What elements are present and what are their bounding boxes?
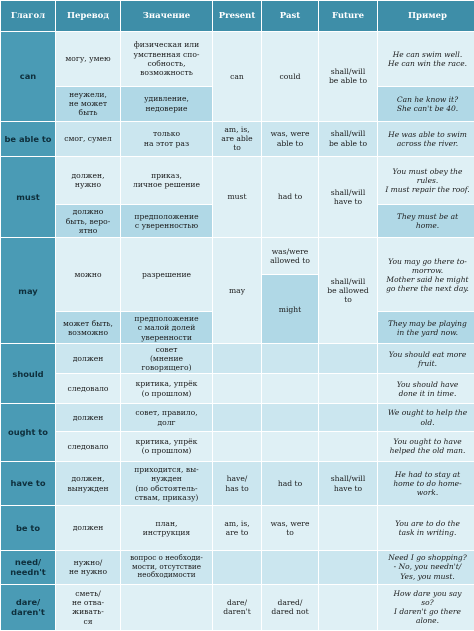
- table-row: [1, 32, 474, 86]
- translation-cell: сметь/ не отва- живать- ся: [56, 585, 120, 630]
- header-row: [1, 1, 474, 31]
- table-row: [1, 344, 474, 373]
- present-cell: [213, 344, 261, 373]
- translation-cell: должен, нужно: [56, 157, 120, 204]
- translation-cell: неужели, не может быть: [56, 87, 120, 121]
- present-cell: am, is, are able to: [213, 122, 261, 156]
- translation-cell: можно: [56, 238, 120, 311]
- verb-cell: dare/ daren't: [1, 585, 55, 630]
- example-cell: Need I go shopping? - No, you needn't/ Yes, you must.: [378, 551, 474, 584]
- example-cell: He can swim well. He can win the race.: [378, 32, 474, 86]
- example-cell: Can he know it? She can't be 40.: [378, 87, 474, 121]
- past-cell: was/were allowed to: [262, 238, 318, 274]
- future-cell: [319, 432, 377, 461]
- translation-cell: должен: [56, 404, 120, 431]
- present-cell: must: [213, 157, 261, 237]
- present-cell: can: [213, 32, 261, 121]
- past-cell: [262, 344, 318, 373]
- verb-cell: be to: [1, 506, 55, 549]
- header-verb: Глагол: [1, 1, 55, 31]
- future-cell: shall/will be allowed to: [319, 238, 377, 343]
- example-cell: They must be at home.: [378, 205, 474, 237]
- future-cell: [319, 585, 377, 630]
- meaning-cell: совет (мнение говорящего): [121, 344, 212, 373]
- future-cell: shall/will have to: [319, 462, 377, 505]
- meaning-cell: план, инструкция: [121, 506, 212, 549]
- meaning-cell: приказ, личное решение: [121, 157, 212, 204]
- example-cell: He was able to swim across the river.: [378, 122, 474, 156]
- table-row: [1, 404, 474, 431]
- future-cell: [319, 374, 377, 403]
- meaning-cell: только на этот раз: [121, 122, 212, 156]
- table-row: [1, 551, 474, 584]
- past-cell: had to: [262, 462, 318, 505]
- past-cell: [262, 551, 318, 584]
- past-cell: had to: [262, 157, 318, 237]
- past-cell: [262, 374, 318, 403]
- meaning-cell: разрешение: [121, 238, 212, 311]
- verb-cell: must: [1, 157, 55, 237]
- present-cell: [213, 374, 261, 403]
- meaning-cell: предположение с малой долей уверенности: [121, 312, 212, 343]
- future-cell: [319, 506, 377, 549]
- future-cell: [319, 551, 377, 584]
- meaning-cell: физическая или умственная спо- собность, возможность: [121, 32, 212, 86]
- header-translation: Перевод: [56, 1, 120, 31]
- past-cell: [262, 404, 318, 431]
- table-row: [1, 374, 474, 403]
- past-cell: might: [262, 275, 318, 343]
- meaning-cell: приходится, вы- нужден (по обстоятель- ствам, приказу): [121, 462, 212, 505]
- translation-cell: должно быть, веро- ятно: [56, 205, 120, 237]
- table-row: [1, 122, 474, 156]
- translation-cell: могу, умею: [56, 32, 120, 86]
- translation-cell: должен: [56, 506, 120, 549]
- table-row: [1, 238, 474, 274]
- table-row: [1, 432, 474, 461]
- translation-cell: следовало: [56, 432, 120, 461]
- future-cell: [319, 344, 377, 373]
- translation-cell: должен: [56, 344, 120, 373]
- header-example: Пример: [378, 1, 474, 31]
- translation-cell: нужно/ не нужно: [56, 551, 120, 584]
- meaning-cell: критика, упрёк (о прошлом): [121, 374, 212, 403]
- header-meaning: Значение: [121, 1, 212, 31]
- present-cell: [213, 404, 261, 431]
- verb-cell: need/ needn't: [1, 551, 55, 584]
- translation-cell: должен, вынужден: [56, 462, 120, 505]
- example-cell: You should have done it in time.: [378, 374, 474, 403]
- header-present: Present: [213, 1, 261, 31]
- example-cell: You must obey the rules. I must repair the roof.: [378, 157, 474, 204]
- verb-cell: ought to: [1, 404, 55, 461]
- past-cell: [262, 432, 318, 461]
- past-cell: was, were to: [262, 506, 318, 549]
- translation-cell: смог, сумел: [56, 122, 120, 156]
- table-row: [1, 462, 474, 505]
- meaning-cell: [121, 585, 212, 630]
- example-cell: We ought to help the old.: [378, 404, 474, 431]
- header-future: Future: [319, 1, 377, 31]
- future-cell: shall/will be able to: [319, 122, 377, 156]
- verb-cell: should: [1, 344, 55, 403]
- present-cell: may: [213, 238, 261, 343]
- table-row: [1, 506, 474, 549]
- translation-cell: следовало: [56, 374, 120, 403]
- past-cell: was, were able to: [262, 122, 318, 156]
- meaning-cell: совет, правило, долг: [121, 404, 212, 431]
- example-cell: They may be playing in the yard now.: [378, 312, 474, 343]
- table-row: [1, 585, 474, 630]
- present-cell: have/ has to: [213, 462, 261, 505]
- meaning-cell: удивление, недоверие: [121, 87, 212, 121]
- example-cell: You are to do the task in writing.: [378, 506, 474, 549]
- future-cell: [319, 404, 377, 431]
- past-cell: dared/ dared not: [262, 585, 318, 630]
- present-cell: dare/ daren't: [213, 585, 261, 630]
- past-cell: could: [262, 32, 318, 121]
- present-cell: [213, 432, 261, 461]
- header-past: Past: [262, 1, 318, 31]
- example-cell: How dare you say so? I daren't go there alone.: [378, 585, 474, 630]
- future-cell: shall/will have to: [319, 157, 377, 237]
- meaning-cell: вопрос о необходи- мости, отсутствие необходимости: [121, 551, 212, 584]
- verb-cell: may: [1, 238, 55, 343]
- example-cell: You may go there to- morrow. Mother said he might go there the next day.: [378, 238, 474, 311]
- verb-cell: be able to: [1, 122, 55, 156]
- example-cell: You should eat more fruit.: [378, 344, 474, 373]
- future-cell: shall/will be able to: [319, 32, 377, 121]
- present-cell: am, is, are to: [213, 506, 261, 549]
- present-cell: [213, 551, 261, 584]
- example-cell: He had to stay at home to do home- work.: [378, 462, 474, 505]
- table-row: [1, 157, 474, 204]
- translation-cell: может быть, возможно: [56, 312, 120, 343]
- meaning-cell: предположение с уверенностью: [121, 205, 212, 237]
- verb-cell: have to: [1, 462, 55, 505]
- example-cell: You ought to have helped the old man.: [378, 432, 474, 461]
- meaning-cell: критика, упрёк (о прошлом): [121, 432, 212, 461]
- verb-cell: can: [1, 32, 55, 121]
